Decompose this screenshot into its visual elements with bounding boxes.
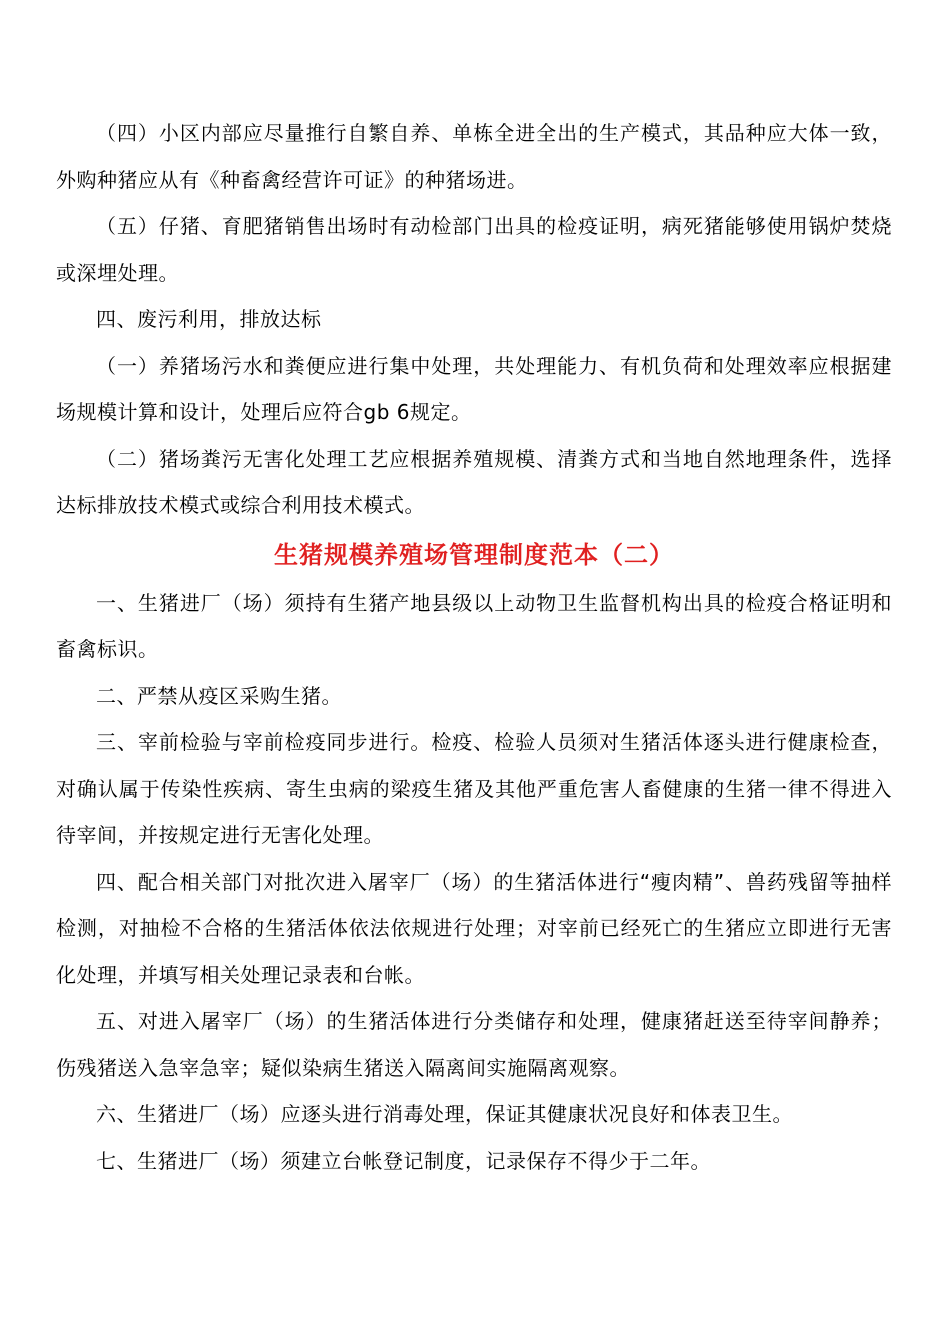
rule-item-4: 四、配合相关部门对批次进入屠宰厂（场）的生猪活体进行“瘦肉精”、兽药残留等抽样检测，对抽检不合格的生猪活体依法依规进行处理；对宰前已经死亡的生猪应立即进行无害化处理，并填写相关处理记录表和台帐。 (56, 869, 892, 987)
paragraph-item-4: （四）小区内部应尽量推行自繁自养、单栋全进全出的生产模式，其品种应大体一致，外购种猪应从有《种畜禽经营许可证》的种猪场进。 (56, 121, 892, 192)
rule-item-2: 二、严禁从疫区采购生猪。 (96, 683, 342, 708)
paragraph-item-5: （五）仔猪、育肥猪销售出场时有动检部门出具的检疫证明，病死猪能够使用锅炉焚烧或深埋处理。 (56, 214, 892, 285)
rule-item-7: 七、生猪进厂（场）须建立台帐登记制度，记录保存不得少于二年。 (96, 1148, 711, 1173)
rule-item-6: 六、生猪进厂（场）应逐头进行消毒处理，保证其健康状况良好和体表卫生。 (96, 1102, 793, 1126)
document-page (56, 110, 892, 1184)
paragraph-item-2-waste: （二）猪场粪污无害化处理工艺应根据养殖规模、清粪方式和当地自然地理条件，选择达标排放技术模式或综合利用技术模式。 (56, 446, 892, 517)
rule-item-3: 三、宰前检验与宰前检疫同步进行。检疫、检验人员须对生猪活体逐头进行健康检查，对确认属于传染性疾病、寄生虫病的梁疫生猪及其他严重危害人畜健康的生猪一律不得进入待宰间，并按规定进行无害化处理。 (56, 730, 892, 847)
section-title: 生猪规模养殖场管理制度范本（二） (274, 540, 674, 569)
section-heading-waste: 四、废污利用，排放达标 (96, 307, 322, 331)
rule-item-1: 一、生猪进厂（场）须持有生猪产地县级以上动物卫生监督机构出具的检疫合格证明和畜禽标识。 (56, 590, 892, 661)
rule-item-5: 五、对进入屠宰厂（场）的生猪活体进行分类储存和处理，健康猪赶送至待宰间静养；伤残猪送入急宰急宰；疑似染病生猪送入隔离间实施隔离观察。 (56, 1009, 892, 1080)
paragraph-item-1-waste: （一）养猪场污水和粪便应进行集中处理，共处理能力、有机负荷和处理效率应根据建场规模计算和设计，处理后应符合gb 6规定。 (56, 353, 892, 424)
